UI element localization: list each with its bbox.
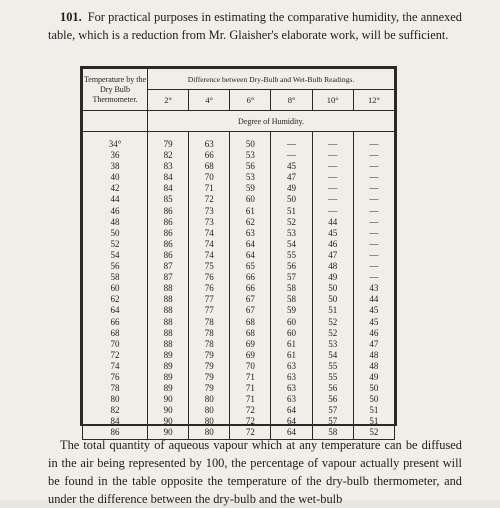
- table-cell: 65: [245, 261, 255, 272]
- table-cell: —: [328, 161, 338, 172]
- outro-text: The total quantity of aqueous vapour which at any temperature can be diffused in the air being represented by 100, the percentage of vapour actually present will be found in the table opposite the temperature of the dry-bulb thermometer, and under the difference between the dry-bulb and the wet-bulb: [48, 438, 462, 506]
- table-cell: 90: [163, 416, 173, 427]
- table-cell: —: [328, 150, 338, 161]
- table-cell: 69: [245, 349, 255, 360]
- table-cell: 45: [328, 227, 338, 238]
- difference-1-header: 4°: [189, 90, 230, 111]
- table-cell: 58: [287, 283, 297, 294]
- table-cell: 66: [204, 150, 214, 161]
- table-cell: —: [328, 205, 338, 216]
- table-cell: 45: [287, 161, 297, 172]
- table-cell: 86: [163, 238, 173, 249]
- table-cell: 53: [245, 150, 255, 161]
- table-cell: 52: [110, 238, 120, 249]
- table-cell: 51: [328, 305, 338, 316]
- table-cell: 64: [287, 405, 297, 416]
- table-cell: 50: [328, 294, 338, 305]
- table-cell: 51: [369, 405, 379, 416]
- humidity-column-3: [271, 132, 312, 440]
- table-cell: 80: [204, 394, 214, 405]
- table-cell: 87: [163, 272, 173, 283]
- table-cell: 44: [369, 294, 379, 305]
- table-cell: 82: [163, 150, 173, 161]
- table-cell: 72: [110, 349, 120, 360]
- table-cell: 63: [287, 394, 297, 405]
- table-cell: 78: [204, 316, 214, 327]
- table-cell: 61: [245, 205, 255, 216]
- table-cell: 76: [110, 371, 120, 382]
- difference-4-header: 10°: [312, 90, 353, 111]
- table-cell: 63: [287, 383, 297, 394]
- table-cell: 48: [369, 349, 379, 360]
- table-cell: 56: [328, 383, 338, 394]
- table-cell: 57: [328, 416, 338, 427]
- table-cell: 84: [110, 416, 120, 427]
- table-cell: 63: [287, 360, 297, 371]
- table-cell: 49: [328, 272, 338, 283]
- table-cell: —: [369, 161, 379, 172]
- table-cell: 75: [204, 261, 214, 272]
- table-cell: 77: [204, 294, 214, 305]
- temperature-column: [83, 132, 148, 440]
- table-cell: 71: [245, 394, 255, 405]
- table-cell: 88: [163, 305, 173, 316]
- table-cell: 70: [204, 172, 214, 183]
- table-cell: 58: [287, 294, 297, 305]
- table-cell: 62: [245, 216, 255, 227]
- table-cell: 47: [287, 172, 297, 183]
- table-cell: 56: [110, 261, 120, 272]
- table-cell: 68: [245, 327, 255, 338]
- table-cell: 46: [369, 327, 379, 338]
- humidity-column-2: [230, 132, 271, 440]
- table-cell: 69: [245, 338, 255, 349]
- table-cell: 67: [245, 294, 255, 305]
- table-cell: 70: [245, 360, 255, 371]
- table-cell: 73: [204, 205, 214, 216]
- table-cell: 64: [287, 427, 297, 438]
- table-cell: 66: [245, 283, 255, 294]
- table-cell: 58: [110, 272, 120, 283]
- table-cell: 72: [245, 416, 255, 427]
- table-cell: 67: [245, 305, 255, 316]
- table-cell: 52: [369, 427, 379, 438]
- table-cell: 89: [163, 360, 173, 371]
- table-cell: 47: [369, 338, 379, 349]
- table-cell: —: [369, 205, 379, 216]
- table-cell: 89: [163, 383, 173, 394]
- table-cell: 64: [245, 238, 255, 249]
- table-cell: 90: [163, 405, 173, 416]
- table-cell: 60: [287, 327, 297, 338]
- table-cell: —: [369, 183, 379, 194]
- table-cell: 59: [287, 305, 297, 316]
- table-cell: 84: [163, 183, 173, 194]
- table-cell: 52: [328, 316, 338, 327]
- table-cell: 71: [204, 183, 214, 194]
- difference-2-header: 6°: [230, 90, 271, 111]
- table-cell: —: [287, 139, 297, 149]
- difference-3-header: 8°: [271, 90, 312, 111]
- table-cell: 57: [328, 405, 338, 416]
- table-cell: 79: [204, 371, 214, 382]
- table-cell: 36: [110, 150, 120, 161]
- table-cell: 80: [204, 405, 214, 416]
- table-cell: 53: [328, 338, 338, 349]
- table-cell: 79: [204, 383, 214, 394]
- humidity-column-0: [148, 132, 189, 440]
- table-cell: 71: [245, 371, 255, 382]
- table-cell: 86: [163, 216, 173, 227]
- table-cell: —: [369, 272, 379, 283]
- table-cell: 64: [110, 305, 120, 316]
- table-cell: 88: [163, 316, 173, 327]
- table-cell: 56: [287, 261, 297, 272]
- table-cell: 86: [110, 427, 120, 438]
- table-cell: 79: [163, 139, 173, 149]
- difference-0-header: 2°: [148, 90, 189, 111]
- table-cell: 68: [110, 327, 120, 338]
- section-number: 101.: [60, 10, 82, 24]
- table-cell: 85: [163, 194, 173, 205]
- table-cell: 86: [163, 205, 173, 216]
- table-cell: 74: [204, 249, 214, 260]
- table-cell: 78: [204, 338, 214, 349]
- table-cell: 83: [163, 161, 173, 172]
- table-cell: 60: [287, 316, 297, 327]
- table-cell: 66: [245, 272, 255, 283]
- table-cell: 68: [245, 316, 255, 327]
- table-cell: 51: [287, 205, 297, 216]
- table-cell: 50: [369, 383, 379, 394]
- table-cell: 56: [328, 394, 338, 405]
- table-cell: 44: [110, 194, 120, 205]
- table-cell: 80: [110, 394, 120, 405]
- table-cell: 42: [110, 183, 120, 194]
- table-cell: 63: [245, 227, 255, 238]
- table-cell: 38: [110, 161, 120, 172]
- table-cell: 55: [328, 371, 338, 382]
- table-cell: 45: [369, 316, 379, 327]
- table-cell: 88: [163, 283, 173, 294]
- table-cell: 59: [245, 183, 255, 194]
- blank-header-cell: [83, 111, 148, 132]
- table-cell: 80: [204, 416, 214, 427]
- temperature-column-header: Temperature by the Dry Bulb Thermometer.: [83, 69, 148, 111]
- table-cell: 48: [369, 360, 379, 371]
- table-cell: 76: [204, 272, 214, 283]
- difference-header: Difference between Dry-Bulb and Wet-Bulb Readings.: [148, 69, 395, 90]
- table-cell: 54: [110, 249, 120, 260]
- table-cell: 53: [287, 227, 297, 238]
- table-cell: 88: [163, 294, 173, 305]
- table-cell: 48: [110, 216, 120, 227]
- table-cell: —: [369, 194, 379, 205]
- humidity-column-5: [353, 132, 394, 440]
- table-cell: —: [369, 238, 379, 249]
- table-cell: 72: [245, 405, 255, 416]
- table-cell: —: [328, 183, 338, 194]
- table-cell: 43: [369, 283, 379, 294]
- outro-paragraph: [48, 436, 462, 508]
- table-cell: 74: [110, 360, 120, 371]
- table-cell: 82: [110, 405, 120, 416]
- table-cell: 60: [110, 283, 120, 294]
- table-cell: 66: [110, 316, 120, 327]
- table-cell: 46: [328, 238, 338, 249]
- table-cell: 71: [245, 383, 255, 394]
- table-cell: 55: [287, 249, 297, 260]
- table-cell: 78: [204, 327, 214, 338]
- table-cell: 49: [287, 183, 297, 194]
- table-cell: 50: [110, 227, 120, 238]
- table-cell: 50: [369, 394, 379, 405]
- table-cell: 52: [328, 327, 338, 338]
- table-cell: 72: [245, 427, 255, 438]
- table-cell: —: [328, 172, 338, 183]
- table-cell: 73: [204, 216, 214, 227]
- table-cell: —: [369, 249, 379, 260]
- table-cell: —: [369, 227, 379, 238]
- table-cell: 56: [245, 161, 255, 172]
- table-cell: 52: [287, 216, 297, 227]
- table-cell: 61: [287, 349, 297, 360]
- table-cell: 63: [204, 139, 214, 149]
- table-cell: 50: [287, 194, 297, 205]
- table-cell: —: [328, 139, 338, 149]
- table-cell: 89: [163, 371, 173, 382]
- table-cell: —: [287, 150, 297, 161]
- humidity-column-4: [312, 132, 353, 440]
- table-cell: —: [369, 172, 379, 183]
- intro-paragraph: [48, 8, 462, 44]
- table-cell: 62: [110, 294, 120, 305]
- table-cell: 44: [328, 216, 338, 227]
- table-cell: 49: [369, 371, 379, 382]
- table-cell: 34°: [108, 139, 122, 149]
- table-cell: 87: [163, 261, 173, 272]
- table-cell: 77: [204, 305, 214, 316]
- table-cell: —: [369, 139, 379, 149]
- humidity-table: [80, 66, 397, 438]
- table-cell: 68: [204, 161, 214, 172]
- table-cell: 60: [245, 194, 255, 205]
- table-cell: 47: [328, 249, 338, 260]
- table-cell: 88: [163, 338, 173, 349]
- table-cell: 50: [245, 139, 255, 149]
- table-cell: 89: [163, 349, 173, 360]
- table-cell: 64: [245, 249, 255, 260]
- table-cell: 79: [204, 349, 214, 360]
- table-cell: 90: [163, 427, 173, 438]
- table-cell: 64: [287, 416, 297, 427]
- table-cell: 72: [204, 194, 214, 205]
- table-cell: 55: [328, 360, 338, 371]
- table-cell: —: [369, 150, 379, 161]
- table-cell: 76: [204, 283, 214, 294]
- table-cell: 63: [287, 371, 297, 382]
- table-cell: 70: [110, 338, 120, 349]
- table-cell: 57: [287, 272, 297, 283]
- table-cell: 54: [328, 349, 338, 360]
- table-cell: —: [369, 216, 379, 227]
- table-cell: 45: [369, 305, 379, 316]
- table-cell: 61: [287, 338, 297, 349]
- table-cell: 48: [328, 261, 338, 272]
- table-cell: 78: [110, 383, 120, 394]
- table-cell: 53: [245, 172, 255, 183]
- table-cell: 74: [204, 227, 214, 238]
- table-cell: 50: [328, 283, 338, 294]
- difference-5-header: 12°: [353, 90, 394, 111]
- table-cell: 79: [204, 360, 214, 371]
- humidity-header: Degree of Humidity.: [148, 111, 395, 132]
- humidity-column-1: [189, 132, 230, 440]
- table-cell: 84: [163, 172, 173, 183]
- table-cell: 80: [204, 427, 214, 438]
- table-cell: —: [369, 261, 379, 272]
- table-cell: 40: [110, 172, 120, 183]
- table-cell: 51: [369, 416, 379, 427]
- table-cell: 58: [328, 427, 338, 438]
- table-cell: 74: [204, 238, 214, 249]
- table-cell: —: [328, 194, 338, 205]
- table-cell: 46: [110, 205, 120, 216]
- table-cell: 88: [163, 327, 173, 338]
- table-cell: 90: [163, 394, 173, 405]
- table-cell: 54: [287, 238, 297, 249]
- intro-text: For practical purposes in estimating the comparative humidity, the annexed table, which is a reduction from Mr. Glaisher's elaborate work, will be sufficient.: [48, 10, 462, 42]
- table-cell: 86: [163, 227, 173, 238]
- table-cell: 86: [163, 249, 173, 260]
